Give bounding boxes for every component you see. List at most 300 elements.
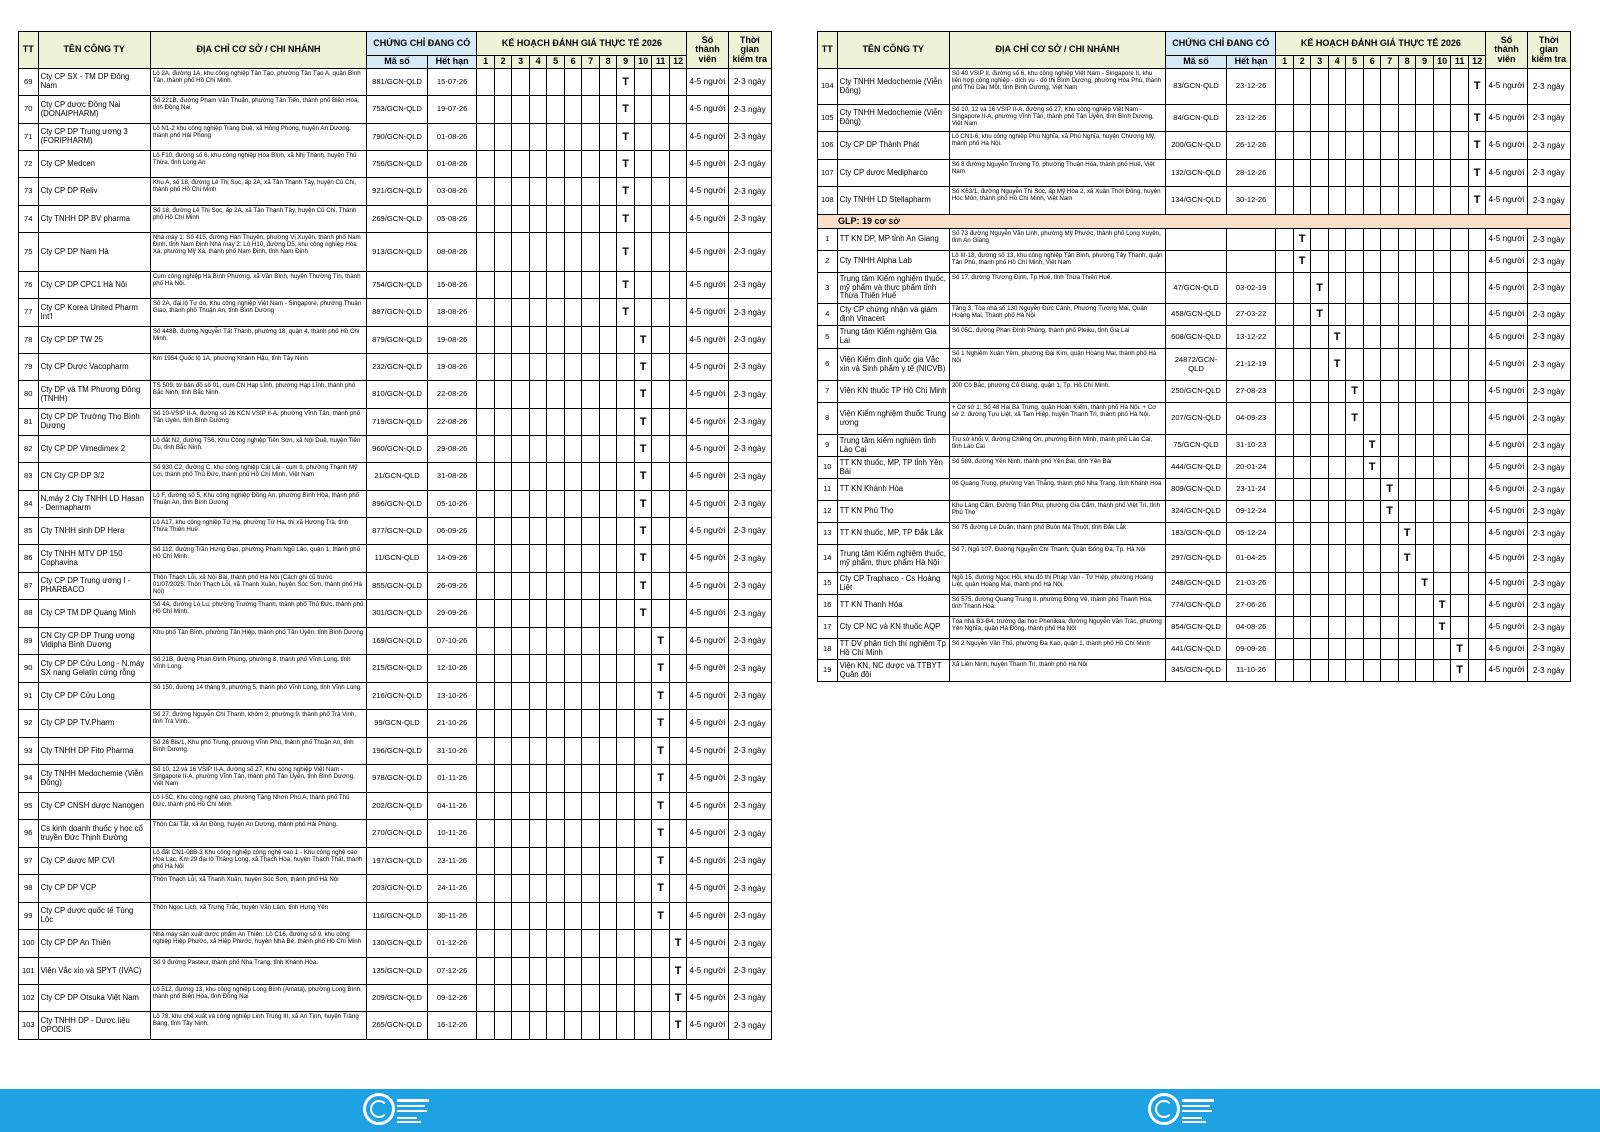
month-cell — [634, 628, 652, 655]
month-cell — [1416, 273, 1434, 304]
certificate-number: 809/GCN-QLD — [1166, 479, 1227, 501]
month-cell — [529, 765, 547, 793]
month-cell — [617, 354, 635, 381]
month-cell — [1416, 403, 1434, 435]
month-cell — [617, 518, 635, 545]
inspection-duration: 2-3 ngày — [728, 710, 771, 738]
month-cell — [494, 875, 512, 903]
inspection-duration: 2-3 ngày — [728, 409, 771, 436]
month-cell — [1311, 349, 1329, 381]
inspection-mark: T — [617, 178, 635, 206]
month-cell — [652, 985, 670, 1012]
certificate-number: 75/GCN-QLD — [1166, 435, 1227, 457]
month-cell — [1381, 251, 1399, 273]
month-cell — [494, 491, 512, 518]
company-name: Cty CP DP Reliv — [38, 178, 150, 206]
month-cell — [1293, 660, 1311, 682]
certificate-number: 215/GCN-QLD — [367, 655, 428, 683]
month-cell — [529, 710, 547, 738]
month-cell — [1276, 403, 1294, 435]
row-number: 93 — [19, 738, 39, 765]
company-name: Cty DP và TM Phương Đông (TNHH) — [38, 381, 150, 409]
month-cell — [529, 793, 547, 820]
month-cell — [494, 354, 512, 381]
month-cell — [617, 820, 635, 848]
inspection-mark: T — [669, 958, 687, 985]
month-cell — [1363, 523, 1381, 545]
month-cell — [652, 151, 670, 178]
month-cell — [634, 820, 652, 848]
month-cell — [1311, 639, 1329, 660]
table-row — [818, 595, 1571, 617]
inspection-mark: T — [652, 793, 670, 820]
month-cell — [582, 233, 600, 272]
month-cell — [512, 327, 530, 354]
month-cell — [1311, 105, 1329, 132]
month-cell — [512, 151, 530, 178]
inspection-duration: 2-3 ngày — [728, 381, 771, 409]
certificate-number: 978/GCN-QLD — [367, 765, 428, 793]
month-cell — [1346, 187, 1364, 215]
month-cell — [582, 765, 600, 793]
month-cell — [1451, 273, 1469, 304]
month-cell — [1381, 229, 1399, 251]
facility-address: Số 21B, đường Phan Đình Phùng, phường 8, thành phố Vĩnh Long, tỉnh Vĩnh Long. — [150, 655, 366, 683]
header-month: 6 — [1363, 56, 1381, 69]
month-cell — [512, 299, 530, 327]
month-cell — [477, 233, 495, 272]
month-cell — [599, 491, 617, 518]
month-cell — [494, 124, 512, 151]
facility-address: Số 150, đường 14 tháng 9, phường 5, thành phố Vĩnh Long, tỉnh Vĩnh Long. — [150, 683, 366, 710]
month-cell — [669, 875, 687, 903]
month-cell — [494, 518, 512, 545]
member-count: 4-5 người — [1486, 501, 1527, 523]
month-cell — [564, 600, 582, 628]
month-cell — [1451, 304, 1469, 326]
month-cell — [1398, 479, 1416, 501]
month-cell — [494, 409, 512, 436]
month-cell — [634, 151, 652, 178]
month-cell — [582, 628, 600, 655]
inspection-duration: 2-3 ngày — [728, 683, 771, 710]
facility-address: Xã Liên Ninh, huyện Thanh Trì, thành phố Hà Nội — [949, 660, 1165, 682]
inspection-duration: 2-3 ngày — [728, 272, 771, 299]
inspection-mark: T — [652, 820, 670, 848]
row-number: 100 — [19, 930, 39, 958]
header-month: 8 — [1398, 56, 1416, 69]
inspection-duration: 2-3 ngày — [1527, 545, 1570, 573]
table-row — [818, 69, 1571, 105]
month-cell — [1346, 160, 1364, 187]
facility-address: Số 26 Bis/1, Khu phố Trung, phường Vĩnh Phú, thành phố Thuận An, tỉnh Bình Dương. — [150, 738, 366, 765]
inspection-duration: 2-3 ngày — [728, 930, 771, 958]
certificate-number: 270/GCN-QLD — [367, 820, 428, 848]
month-cell — [652, 96, 670, 124]
certificate-expiry: 03-02-19 — [1226, 273, 1275, 304]
month-cell — [582, 683, 600, 710]
month-cell — [494, 436, 512, 463]
inspection-duration: 2-3 ngày — [728, 436, 771, 463]
facility-address: Số 10-VSIP II-A, đường số 26 KCN VSIP II-A, phường Vĩnh Tân, thành phố Tân Uyên, tỉnh Bình Dương — [150, 409, 366, 436]
month-cell — [599, 573, 617, 600]
month-cell — [1293, 105, 1311, 132]
row-number: 78 — [19, 327, 39, 354]
member-count: 4-5 người — [1486, 639, 1527, 660]
month-cell — [599, 381, 617, 409]
month-cell — [1416, 545, 1434, 573]
month-cell — [634, 738, 652, 765]
month-cell — [512, 820, 530, 848]
row-number: 17 — [818, 617, 838, 639]
member-count: 4-5 người — [687, 545, 728, 573]
inspection-duration: 2-3 ngày — [728, 299, 771, 327]
month-cell — [1451, 349, 1469, 381]
month-cell — [1363, 595, 1381, 617]
month-cell — [512, 848, 530, 875]
inspection-duration: 2-3 ngày — [1527, 349, 1570, 381]
inspection-mark: T — [1346, 403, 1364, 435]
month-cell — [634, 903, 652, 930]
month-cell — [669, 327, 687, 354]
month-cell — [1328, 403, 1346, 435]
facility-address: Thôn Thạch Lỗi, xã Nội Bài, thành phố Hà Nội (Cách ghi cũ trước 01/07/2025: Thôn Thạch Lỗi, xã Thanh Xuân, huyện Sóc Sơn, thành phố Hà Nội) — [150, 573, 366, 600]
month-cell — [1451, 229, 1469, 251]
month-cell — [529, 958, 547, 985]
inspection-mark: T — [1311, 304, 1329, 326]
certificate-expiry: 03-08-26 — [427, 178, 476, 206]
month-cell — [1311, 69, 1329, 105]
facility-address: Lô 78, khu chế xuất và công nghiệp Linh Trung III, xã An Tịnh, huyện Trảng Bàng, tỉnh Tây Ninh. — [150, 1012, 366, 1040]
certificate-number: 441/GCN-QLD — [1166, 639, 1227, 660]
month-cell — [477, 600, 495, 628]
month-cell — [617, 710, 635, 738]
month-cell — [634, 848, 652, 875]
inspection-duration: 2-3 ngày — [728, 600, 771, 628]
facility-address: Số 221B, đường Phạm Văn Thuận, phường Tân Tiến, thành phố Biên Hòa, tỉnh Đồng Nai. — [150, 96, 366, 124]
month-cell — [494, 1012, 512, 1040]
row-number: 97 — [19, 848, 39, 875]
header-month: 12 — [669, 56, 687, 69]
inspection-mark: T — [617, 151, 635, 178]
header-cert-number: Mã số — [367, 56, 428, 69]
month-cell — [547, 96, 565, 124]
month-cell — [669, 272, 687, 299]
month-cell — [1398, 501, 1416, 523]
inspection-mark: T — [634, 409, 652, 436]
certificate-expiry: 23-11-24 — [1226, 479, 1275, 501]
table-row — [818, 617, 1571, 639]
month-cell — [547, 545, 565, 573]
month-cell — [564, 124, 582, 151]
member-count: 4-5 người — [687, 820, 728, 848]
month-cell — [1293, 381, 1311, 403]
facility-address: + Cơ sở 1: Số 48 Hai Bà Trưng, quận Hoàn Kiếm, thành phố Hà Nội. + Cơ sở 2: đường Tựu Liệt, xã Tam Hiệp, huyện Thanh Trì, thành phố Hà Nội. — [949, 403, 1165, 435]
month-cell — [1398, 457, 1416, 479]
certificate-number: 84/GCN-QLD — [1166, 105, 1227, 132]
member-count: 4-5 người — [1486, 105, 1527, 132]
certificate-number: 887/GCN-QLD — [367, 299, 428, 327]
certificate-number: 879/GCN-QLD — [367, 327, 428, 354]
month-cell — [1416, 595, 1434, 617]
month-cell — [582, 875, 600, 903]
header-month: 1 — [1276, 56, 1294, 69]
company-name: Cty CP DP Thành Phát — [837, 132, 949, 160]
month-cell — [564, 573, 582, 600]
month-cell — [652, 545, 670, 573]
month-cell — [1381, 105, 1399, 132]
month-cell — [1451, 545, 1469, 573]
certificate-number: 301/GCN-QLD — [367, 600, 428, 628]
month-cell — [494, 151, 512, 178]
month-cell — [1468, 229, 1486, 251]
month-cell — [1416, 160, 1434, 187]
month-cell — [512, 206, 530, 233]
month-cell — [564, 518, 582, 545]
company-name: Cty CP DP Trung ương 3 (FORIPHARM) — [38, 124, 150, 151]
company-name: Viện Vắc xin và SPYT (IVAC) — [38, 958, 150, 985]
table-row — [818, 501, 1571, 523]
row-number: 5 — [818, 326, 838, 349]
month-cell — [617, 875, 635, 903]
row-number: 82 — [19, 436, 39, 463]
month-cell — [529, 96, 547, 124]
month-cell — [1381, 304, 1399, 326]
month-cell — [512, 903, 530, 930]
month-cell — [512, 738, 530, 765]
inspection-mark: T — [1468, 105, 1486, 132]
month-cell — [669, 545, 687, 573]
month-cell — [1346, 595, 1364, 617]
table-row — [19, 124, 772, 151]
month-cell — [477, 793, 495, 820]
facility-address: Lô 512, đường 13, khu công nghiệp Long Bình (Amata), phường Long Bình, thành phố Biên Hòa, tỉnh Đồng Nai — [150, 985, 366, 1012]
inspection-mark: T — [1398, 523, 1416, 545]
month-cell — [599, 272, 617, 299]
month-cell — [547, 354, 565, 381]
member-count: 4-5 người — [1486, 595, 1527, 617]
month-cell — [1363, 403, 1381, 435]
month-cell — [1381, 326, 1399, 349]
header-month: 5 — [547, 56, 565, 69]
month-cell — [652, 327, 670, 354]
header-members: Số thành viên — [687, 32, 728, 69]
facility-address: Số 8 đường Nguyễn Trường Tộ, phường Thuận Hòa, thành phố Huế, Việt Nam — [949, 160, 1165, 187]
month-cell — [1276, 573, 1294, 595]
inspection-mark: T — [1293, 251, 1311, 273]
row-number: 10 — [818, 457, 838, 479]
month-cell — [494, 683, 512, 710]
month-cell — [1311, 523, 1329, 545]
company-name: Cty CP Dược Vacopharm — [38, 354, 150, 381]
month-cell — [599, 985, 617, 1012]
month-cell — [1398, 573, 1416, 595]
month-cell — [512, 436, 530, 463]
schedule-table — [18, 31, 772, 1040]
month-cell — [582, 381, 600, 409]
table-row — [818, 105, 1571, 132]
certificate-number: 209/GCN-QLD — [367, 985, 428, 1012]
row-number: 84 — [19, 491, 39, 518]
table-row — [19, 463, 772, 491]
right-schedule-panel — [817, 31, 1571, 682]
month-cell — [634, 1012, 652, 1040]
month-cell — [1293, 479, 1311, 501]
month-cell — [1468, 573, 1486, 595]
month-cell — [1398, 273, 1416, 304]
facility-address: Lô N1-2 khu công nghiệp Tràng Duệ, xã Hồng Phong, huyện An Dương, thành phố Hải Phòng — [150, 124, 366, 151]
month-cell — [1381, 69, 1399, 105]
table-row — [19, 233, 772, 272]
month-cell — [1451, 573, 1469, 595]
month-cell — [634, 985, 652, 1012]
month-cell — [634, 765, 652, 793]
certificate-number: 608/GCN-QLD — [1166, 326, 1227, 349]
company-name: TT DV phân tích thí nghiệm Tp Hồ Chí Minh — [837, 639, 949, 660]
month-cell — [1276, 639, 1294, 660]
month-cell — [529, 628, 547, 655]
month-cell — [1433, 573, 1451, 595]
row-number: 69 — [19, 69, 39, 96]
month-cell — [494, 545, 512, 573]
month-cell — [564, 299, 582, 327]
row-number: 81 — [19, 409, 39, 436]
certificate-expiry — [1226, 251, 1275, 273]
month-cell — [547, 206, 565, 233]
month-cell — [477, 272, 495, 299]
month-cell — [1433, 229, 1451, 251]
row-number: 7 — [818, 381, 838, 403]
month-cell — [564, 848, 582, 875]
month-cell — [494, 381, 512, 409]
inspection-mark: T — [634, 518, 652, 545]
month-cell — [1363, 617, 1381, 639]
month-cell — [477, 69, 495, 96]
month-cell — [529, 545, 547, 573]
month-cell — [512, 710, 530, 738]
month-cell — [634, 930, 652, 958]
facility-address: Số 75 đường Lê Duẩn, thành phố Buôn Ma Thuột, tỉnh Đắk Lắk — [949, 523, 1165, 545]
month-cell — [634, 655, 652, 683]
table-row — [19, 820, 772, 848]
table-row — [19, 1012, 772, 1040]
certificate-number: 169/GCN-QLD — [367, 628, 428, 655]
month-cell — [477, 820, 495, 848]
month-cell — [634, 272, 652, 299]
inspection-duration: 2-3 ngày — [728, 820, 771, 848]
facility-address: Lô F10, đường số 6, khu công nghiệp Hòa Bình, xã Nhị Thành, huyện Thủ Thừa, tỉnh Long An — [150, 151, 366, 178]
table-row — [19, 793, 772, 820]
month-cell — [529, 381, 547, 409]
month-cell — [599, 409, 617, 436]
month-cell — [1433, 435, 1451, 457]
month-cell — [1381, 595, 1399, 617]
certificate-number: 921/GCN-QLD — [367, 178, 428, 206]
certificate-expiry: 10-11-26 — [427, 820, 476, 848]
inspection-mark: T — [1381, 479, 1399, 501]
month-cell — [1328, 660, 1346, 682]
month-cell — [617, 327, 635, 354]
facility-address: Số 7, Ngõ 107, Đường Nguyễn Chí Thanh, Quận Đống Đa, Tp. Hà Nội — [949, 545, 1165, 573]
facility-address: Lô F, đường số 5, Khu công nghiệp Đồng An, phường Bình Hòa, thành phố Thuận An, tỉnh Bình Dương — [150, 491, 366, 518]
inspection-mark: T — [617, 206, 635, 233]
member-count: 4-5 người — [687, 151, 728, 178]
month-cell — [1363, 132, 1381, 160]
month-cell — [547, 958, 565, 985]
inspection-mark: T — [617, 272, 635, 299]
table-row — [19, 628, 772, 655]
inspection-duration: 2-3 ngày — [1527, 187, 1570, 215]
facility-address: Số 9 đường Pasteur, thành phố Nha Trang, tỉnh Khánh Hòa. — [150, 958, 366, 985]
member-count: 4-5 người — [687, 178, 728, 206]
month-cell — [512, 381, 530, 409]
month-cell — [529, 573, 547, 600]
month-cell — [1311, 187, 1329, 215]
member-count: 4-5 người — [1486, 479, 1527, 501]
month-cell — [477, 178, 495, 206]
month-cell — [634, 958, 652, 985]
month-cell — [582, 738, 600, 765]
month-cell — [1416, 479, 1434, 501]
month-cell — [1381, 349, 1399, 381]
month-cell — [669, 848, 687, 875]
month-cell — [529, 820, 547, 848]
month-cell — [512, 69, 530, 96]
month-cell — [494, 600, 512, 628]
month-cell — [1451, 326, 1469, 349]
month-cell — [1398, 229, 1416, 251]
company-name: Cty CP DP Nam Hà — [38, 233, 150, 272]
table-row — [19, 151, 772, 178]
certificate-number: 345/GCN-QLD — [1166, 660, 1227, 682]
member-count: 4-5 người — [687, 655, 728, 683]
month-cell — [477, 1012, 495, 1040]
month-cell — [599, 206, 617, 233]
month-cell — [494, 96, 512, 124]
month-cell — [617, 1012, 635, 1040]
inspection-mark: T — [1311, 273, 1329, 304]
certificate-expiry: 28-12-26 — [1226, 160, 1275, 187]
certificate-number: 913/GCN-QLD — [367, 233, 428, 272]
member-count: 4-5 người — [687, 628, 728, 655]
certificate-number: 774/GCN-QLD — [1166, 595, 1227, 617]
month-cell — [564, 381, 582, 409]
month-cell — [1416, 501, 1434, 523]
month-cell — [1328, 501, 1346, 523]
table-row — [818, 660, 1571, 682]
certificate-expiry: 29-08-26 — [427, 436, 476, 463]
month-cell — [1398, 251, 1416, 273]
month-cell — [1468, 457, 1486, 479]
table-row — [19, 491, 772, 518]
inspection-duration: 2-3 ngày — [1527, 639, 1570, 660]
company-name: Cty CP DP Cửu Long — [38, 683, 150, 710]
month-cell — [599, 848, 617, 875]
company-name: CN Cty CP DP 3/2 — [38, 463, 150, 491]
row-number: 87 — [19, 573, 39, 600]
member-count: 4-5 người — [1486, 573, 1527, 595]
header-tt: TT — [818, 32, 838, 69]
facility-address: Trụ sở khối V, đường Chiềng On, phường Bình Minh, thành phố Lào Cai, tỉnh Lào Cai — [949, 435, 1165, 457]
inspection-mark: T — [1416, 573, 1434, 595]
month-cell — [512, 655, 530, 683]
row-number: 71 — [19, 124, 39, 151]
table-row — [19, 381, 772, 409]
month-cell — [1276, 523, 1294, 545]
month-cell — [582, 206, 600, 233]
facility-address: Tầng 3, Tòa nhà số 130 Nguyễn Đức Cảnh, Phường Tương Mai, Quận Hoàng Mai, Thành phố Hà Nội — [949, 304, 1165, 326]
inspection-mark: T — [1433, 595, 1451, 617]
